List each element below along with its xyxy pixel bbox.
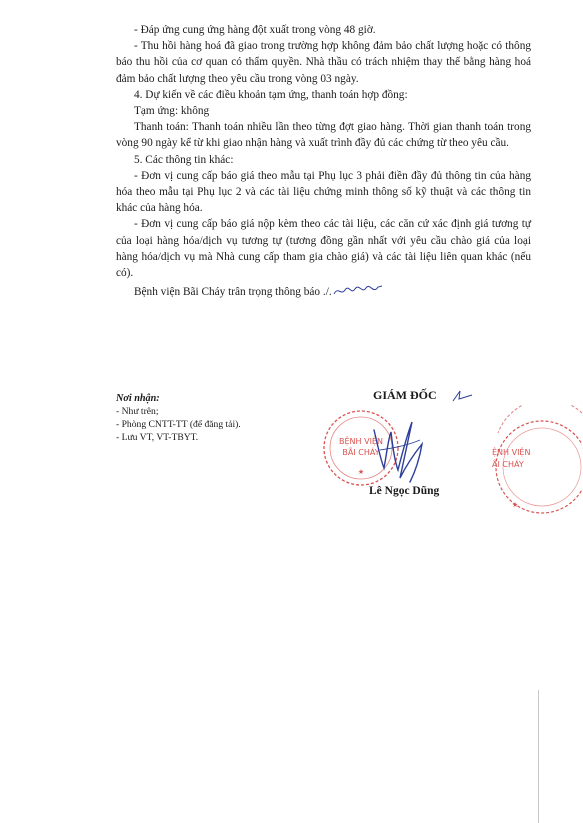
heading-other-info: 5. Các thông tin khác: <box>134 153 234 166</box>
recipient-item: - Lưu VT, VT-TBYT. <box>116 432 199 443</box>
closing-text: Bệnh viện Bãi Cháy trân trọng thông báo ./. <box>134 286 332 299</box>
director-name: Lê Ngọc Dũng <box>369 485 440 497</box>
svg-text:★: ★ <box>357 468 365 476</box>
partial-seal-text-line2: ÃI CHÁY <box>492 460 524 469</box>
seal-text-line1: BỆNH VIỆN <box>339 437 383 446</box>
partial-seal-icon <box>484 405 582 523</box>
svg-text:★: ★ <box>512 501 519 509</box>
recipients-block <box>116 392 241 444</box>
page-edge-line <box>538 690 539 823</box>
recipients-title: Nơi nhận: <box>116 393 160 404</box>
partial-seal-text-line1: ỆNH VIỆN <box>492 448 531 457</box>
closing-line <box>116 284 531 300</box>
paragraph-advance: Tạm ứng: không <box>134 105 210 118</box>
seal-text-line2: BÃI CHÁY <box>342 448 380 457</box>
initials-signature-icon <box>332 284 384 298</box>
recipient-item: - Như trên; <box>116 406 159 417</box>
paragraph-payment: Thanh toán: Thanh toán nhiều lần theo từng đợt giao hàng. Thời gian thanh toán trong vòng 90 ngày kể từ khi giao nhận hàng và xuất trình đầy đủ các chứng từ theo yêu cầu. <box>116 121 531 150</box>
paragraph-recall: - Thu hồi hàng hoá đã giao trong trường hợp không đảm bảo chất lượng hoặc có thông báo thu hồi của cơ quan có thẩm quyền. Nhà thầu có trách nhiệm thay thế bằng hàng hoá đảm bảo chất lượng theo yêu cầu trong vòng 03 ngày. <box>116 40 531 85</box>
director-title: GIÁM ĐỐC <box>373 388 437 402</box>
paragraph-quote-form: - Đơn vị cung cấp báo giá theo mẫu tại Phụ lục 3 phải điền đầy đủ thông tin của hàng hóa theo mẫu tại Phụ lục 2 và các tài liệu chứng minh thông số kỹ thuật và các thông tin khác của hàng hóa. <box>116 169 531 215</box>
paragraph-quote-documents: - Đơn vị cung cấp báo giá nộp kèm theo các tài liệu, các căn cứ xác định giá tương tự của loại hàng hóa/dịch vụ tương tự (tương đồng gần nhất với yêu cầu chào giá của loại hàng hóa/dịch vụ mà Nhà cung cấp tham gia chào giá) và các tài liệu liên quan khác (nếu có). <box>116 218 531 280</box>
title-initial-signature-icon <box>450 389 476 403</box>
director-signature-icon <box>357 410 440 495</box>
paragraph-urgent-supply: - Đáp ứng cung ứng hàng đột xuất trong vòng 48 giờ. <box>134 24 376 36</box>
heading-payment-terms: 4. Dự kiến về các điều khoản tạm ứng, thanh toán hợp đồng: <box>134 88 408 101</box>
document-body <box>116 22 531 300</box>
recipient-item: - Phòng CNTT-TT (để đăng tải). <box>116 419 241 430</box>
